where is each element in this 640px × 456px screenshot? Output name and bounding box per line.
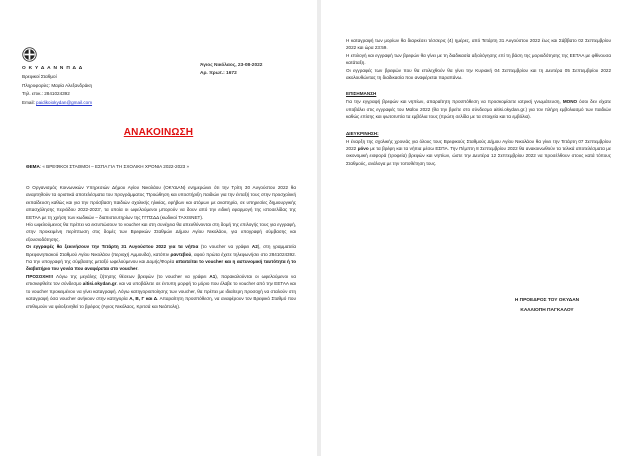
text: Η έναρξη της σχολικής χρονιάς για όλους τους Βρεφικούς Σταθμούς Δήμου Αγίου Νικολάου θα γίνει την Τετάρτη 07 Σεπτεμβρίου 2022 <box>346 138 611 152</box>
document-page-2 <box>321 0 640 456</box>
text: όσοι δεν είχατε υποβάλει στις εγγραφές του Μαΐου 2022 (θα την βρείτε στο σύνδεσμο aitisi.okydan.gr.) για τον πλήρη εμβολιασμό των παιδιών καθώς επίσης και φωτοτυπία τα εμβόλια τους (πρώτη σελίδα με τα στοιχεία και τα εμβόλια). <box>346 99 611 120</box>
announcement-title: ΑΝΑΚΟΙΝΩΣΗ <box>123 127 194 138</box>
bold-text: απαιτείται το voucher και η αστυνομική ταυτότητα ή το διαβατήριο του γονέα που αναφέρεται στο voucher <box>26 259 296 272</box>
right-body <box>346 37 611 167</box>
subject-line <box>26 164 189 169</box>
link-text: aitisi.okydan.gr <box>82 281 117 287</box>
bold-text: Α, Β, Γ και Δ <box>129 296 158 302</box>
date-block <box>200 62 262 78</box>
bold-text: ΠΡΟΣΟΧΗ!!! <box>26 273 54 279</box>
text: , αφού πρώτα έχετε τηλεφωνήσει στο 2841024392. Για την υπογραφή της σύμβασης μεταξύ ωφελούμενου και Δομής/Φορέα <box>26 251 296 265</box>
greek-emblem-icon <box>22 47 37 62</box>
phone: Τηλ. επικ.: 2841024392 <box>22 91 70 97</box>
paragraph <box>26 273 296 310</box>
subject-label: ΘΕΜΑ <box>26 164 40 169</box>
text: Για την εγγραφή βρεφών και νηπίων, απαραίτητη προϋπόθεση να προσκομίσετε ιατρική γνωμάτευση, <box>346 99 563 105</box>
paragraph: Η καταγραφή των μορίων θα διαρκέσει τέσσερις (4) ημέρες, από Τετάρτη 31 Αυγούστου 2022 έως και Σάββατο 02 Σεπτεμβρίου 2022 και ώρα 23:59. <box>346 38 611 51</box>
text: (το voucher να γράφει <box>198 244 252 250</box>
signatory-name: ΚΑΛΛΙΟΠΗ ΠΑΓΚΑΛΟΥ <box>520 308 574 313</box>
text: ), παρακαλούνται οι ωφελούμενοι να επισκεφθείτε τον σύνδεσμο <box>26 273 296 287</box>
clarification-heading: ΔΙΕΥΚΡΙΝΗΣΗ: <box>346 130 379 136</box>
paragraph: Ο Οργανισμός Κοινωνικών Υπηρεσιών Δήμου Αγίου Νικολάου (ΟΚΥΔΑΝ) ενημερώνει ότι την Τρίτη 30 Αυγούστου 2022 θα αναρτηθούν τα οριστικά αποτελέσματα του προγράμματος 'Προώθηση και υποστήριξη παιδιών για την ένταξή τους στην προσχολική εκπαίδευση καθώς και για την πρόσβαση παιδιών σχολικής ηλικίας, εφήβων και ατόμων με αναπηρία, σε υπηρεσίες δημιουργικής απασχόλησης περιόδου 2022-2023', τα οποία οι ωφελούμενοι μπορούν να δουν από την ειδική εφαρμογή της ιστοσελίδας της ΕΕΤΑΑ με τη χρήση των κωδικών – διαπιστευτηρίων της ΓΓΠΣΔΔ (κωδικοί TAXISNET). <box>26 185 296 220</box>
bold-text: Οι εγγραφές θα ξεκινήσουν την Τετάρτη 31 Αυγούστου 2022 για τα νήπια <box>26 244 199 250</box>
bold-text: Α2 <box>251 244 258 250</box>
text: . <box>137 266 139 272</box>
text: Λόγω της μεγάλης ζήτησης θέσεων βρεφών (το voucher να γράφει <box>53 273 210 279</box>
contact-info: Πληροφορίες: Μαρία Αλεξανδράκη <box>22 82 93 88</box>
paragraph: Ηίο ωφελούμενος θα πρέπει να εκτυπώσουν το voucher και στη συνέχεια θα απευθύνονται στη δομή της επιλογής τους για εγγραφή, στην προκειμένη περίπτωση στις δομές των Βρεφικών Σταθμών Δήμου Αγίου Νικολάου, για υπογραφή σύμβασης και εξουσιοδότησης. <box>26 222 296 242</box>
protocol-number: Αρ. πρωτ.: 1672 <box>200 71 237 77</box>
place-date: Άγιος Νικόλαος, 23-08-2022 <box>200 63 263 68</box>
bold-text: ραντεβού <box>170 251 192 257</box>
email-line <box>22 99 92 108</box>
text: με τα βρέφη και τα νήπια μέσω ΕΣΠΑ. Την Πέμπτη 8 Σεπτεμβρίου 2022 θα ανακοινωθούν τα τελικά αποτελέσματα με οικονομική εισφορά (τροφεία) βρεφών και νηπίων, ώστε την Δευτέρα 12 Σεπτεμβρίου 2022 να προσέλθουν στους κατά τόπους Σταθμούς, ανάλογα με την τοποθέτηση τους. <box>346 146 611 166</box>
note-heading: ΕΠΙΣΗΜΑΝΣΗ <box>346 91 377 97</box>
paragraph: Η επιλογή και εγγραφή των βρεφών θα γίνει με τη διαδικασία αξιολόγησης επί τη βάση της μοριοδότησης της ΕΕΤΑΑ με φθίνουσα κατάταξη. <box>346 52 611 66</box>
department: Βρεφικοί Σταθμοί <box>22 74 57 79</box>
document-page-1 <box>0 0 317 456</box>
email-link[interactable]: paidikoiokydan@gmail.com <box>36 99 93 105</box>
organization-block <box>22 65 92 107</box>
paragraph: Οι εγγραφές των βρεφών που θα επιλεχθούν θα γίνει την Κυριακή 04 Σεπτεμβρίου και τη Δευτέρα 05 Σεπτεμβρίου 2022 ακολουθώντας τη διαδικασία που αναφέρεται παραπάνω. <box>346 67 611 81</box>
text: . και να υποβάλετε σε έντυπη μορφή το μόριο που έλαβε το voucher από την ΕΕΤΑΑ και το voucher προκειμένου να γίνει καταγραφή. Λόγω κατηγοριοποίησης των voucher, θα πρέπει με ιδιαίτερη προσοχή να σταλούν στη καταγραφή όσα voucher ανήκουν στην κατηγορία <box>26 281 296 302</box>
subject-text: : « ΒΡΕΦΙΚΟΙ ΣΤΑΘΜΟΙ – ΕΣΠΑ ΓΙΑ ΤΗ ΣΧΟΛΙΚΗ ΧΡΟΝΙΑ 2022-2023 » <box>39 164 190 169</box>
paragraph <box>346 98 611 120</box>
bold-text: Α1 <box>209 273 216 279</box>
text: ), στη γραμματεία Βρεφονηπιακού Σταθμού Αγίου Νικολάου (περιοχή Αμμουδα), κατόπιν <box>26 244 296 257</box>
paragraph <box>346 138 611 168</box>
bold-text: ΜΟΝΟ <box>562 99 578 105</box>
org-name: Ο Κ Υ Δ Α Ν Ν Π Δ Δ <box>22 66 83 71</box>
signatory-title: Η ΠΡΟΕΔΡΟΣ ΤΟΥ ΟΚΥΔΑΝ <box>514 298 580 303</box>
paragraph <box>26 243 296 273</box>
left-body <box>26 184 296 310</box>
bold-text: μόνο <box>357 146 369 152</box>
text: . Απαραίτητη προϋπόθεση, να αναφέρουν τον Βρεφικό Σταθμό που επιθυμούν να φιλοξενηθεί το βρέφος (Άγιος Νικόλαος, Κριτσά και Νεάπολη). <box>26 296 296 309</box>
email-label: Email: <box>22 99 35 105</box>
signature-block <box>431 296 603 316</box>
